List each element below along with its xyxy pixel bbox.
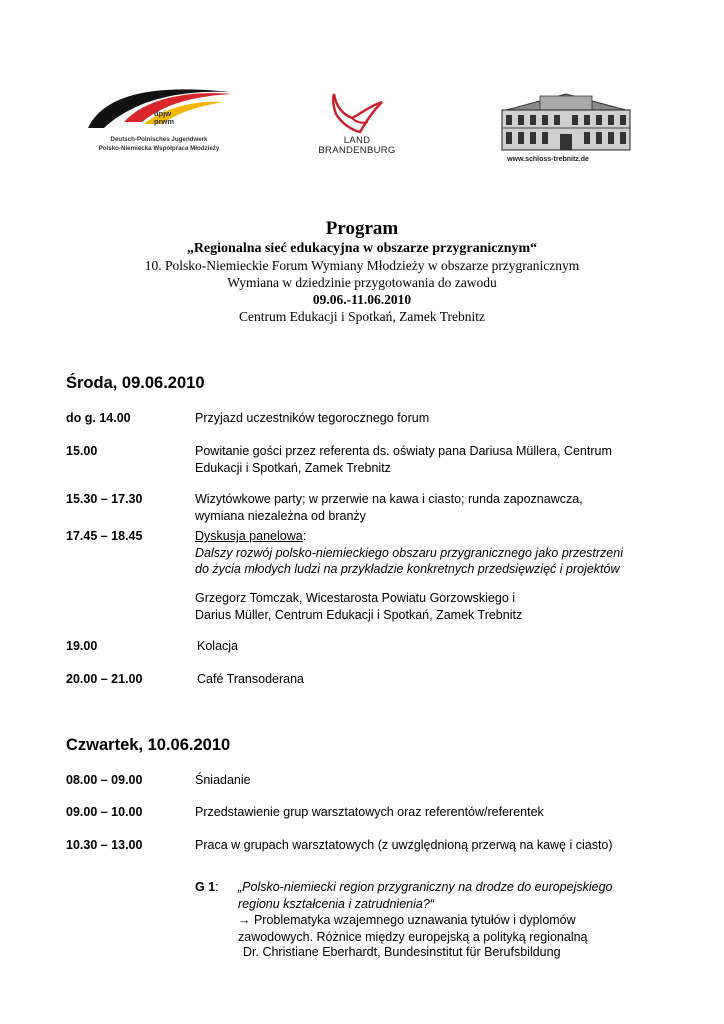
brandenburg-line2: BRANDENBURG bbox=[318, 145, 396, 156]
schedule-text: Przyjazd uczestników tegorocznego forum bbox=[195, 411, 430, 425]
schedule-text: Café Transoderana bbox=[197, 672, 305, 686]
group-speaker: Dr. Christiane Eberhardt, Bundesinstitut für Berufsbildung bbox=[243, 945, 561, 959]
group-description: „Polsko-niemiecki region przygraniczny na drodze do europejskiego regionu kształcenia i zatrudnienia?“ → Problematyka wzajemnego uznawania tytułów i dyplomów zawodowych. Różnice między europejską a polityką regionalną bbox=[238, 880, 613, 944]
schedule-time: 15.00 bbox=[66, 444, 98, 458]
dpjw-name-pl: Polsko-Niemiecka Współpraca Młodzieży bbox=[98, 145, 220, 152]
brandenburg-logo bbox=[312, 92, 402, 162]
dpjw-logo bbox=[84, 84, 234, 162]
day2-title: Czwartek, 10.06.2010 bbox=[66, 736, 231, 754]
schedule-text: Powitanie gości przez referenta ds. oświaty pana Dariusa Müllera, Centrum Edukacji i Spotkań, Zamek Trebnitz bbox=[195, 444, 612, 475]
schedule-time: 10.30 – 13.00 bbox=[66, 838, 143, 852]
panel-speakers: Grzegorz Tomczak, Wicestarosta Powiatu Gorzowskiego i Darius Müller, Centrum Edukacji i Spotkań, Zamek Trebnitz bbox=[195, 591, 523, 622]
schedule-time: 08.00 – 09.00 bbox=[66, 773, 143, 787]
schedule-time: 09.00 – 10.00 bbox=[66, 805, 143, 819]
castle-building-icon bbox=[496, 90, 636, 154]
brandenburg-line1: LAND bbox=[343, 135, 371, 146]
schedule-text: Praca w grupach warsztatowych (z uwzględnioną przerwą na kawę i ciasto) bbox=[195, 838, 613, 852]
panel-label: Dyskusja panelowa bbox=[195, 529, 303, 543]
schedule-time: 15.30 – 17.30 bbox=[66, 492, 143, 506]
schedule-time: 17.45 – 18.45 bbox=[66, 529, 143, 543]
program-title: Program bbox=[325, 218, 399, 239]
forum-venue: Centrum Edukacji i Spotkań, Zamek Trebnitz bbox=[239, 309, 485, 324]
forum-dates: 09.06.-11.06.2010 bbox=[312, 292, 412, 307]
schedule-time: 19.00 bbox=[66, 639, 98, 653]
castle-logo bbox=[496, 90, 636, 170]
schedule-text: Kolacja bbox=[197, 639, 238, 653]
schedule-text: Przedstawienie grup warsztatowych oraz referentów/referentek bbox=[195, 805, 544, 819]
forum-topic: Wymiana w dziedzinie przygotowania do zawodu bbox=[227, 275, 497, 290]
schedule-text: Śniadanie bbox=[195, 773, 251, 787]
forum-name: 10. Polsko-Niemieckie Forum Wymiany Młodzieży w obszarze przygranicznym bbox=[144, 258, 580, 273]
panel-discussion: Dyskusja panelowa: Dalszy rozwój polsko-niemieckiego obszaru przygranicznego jako przestrzeni do życia młodych ludzi na przykładzie konkretnych przedsięwzięć i projektów bbox=[195, 529, 623, 576]
castle-url: www.schloss-trebnitz.de bbox=[507, 156, 589, 163]
dpjw-name-de: Deutsch-Polnisches Jugendwerk bbox=[110, 136, 208, 143]
day1-title: Środa, 09.06.2010 bbox=[66, 374, 205, 392]
schedule-text: Wizytówkowe party; w przerwie na kawa i ciasto; runda zapoznawcza, wymiana niezależna od branży bbox=[195, 492, 583, 523]
group-label: G 1: bbox=[195, 880, 219, 894]
program-subtitle: „Regionalna sieć edukacyjna w obszarze przygranicznym“ bbox=[186, 241, 538, 256]
eagle-icon bbox=[312, 92, 402, 136]
schedule-time: do g. 14.00 bbox=[66, 411, 131, 425]
dpjw-abbr: dpjw prwm bbox=[154, 109, 175, 126]
schedule-time: 20.00 – 21.00 bbox=[66, 672, 143, 686]
